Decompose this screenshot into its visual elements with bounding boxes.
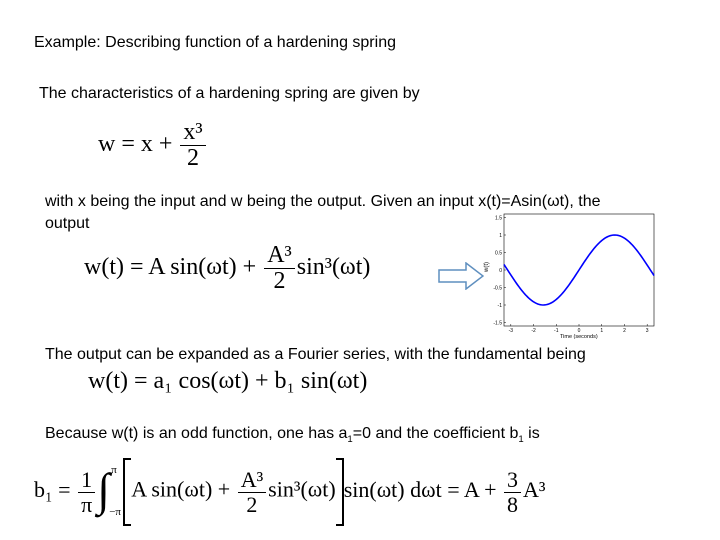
left-bracket	[123, 458, 131, 526]
plot-x-tick-label: 1	[600, 328, 604, 334]
input-text-line2: output	[45, 215, 90, 232]
eq4-inner-num: A³	[238, 468, 266, 492]
eq4-inner	[131, 468, 336, 515]
eq4-result-num: 3	[504, 468, 521, 492]
plot-x-tick-label: 0	[577, 328, 581, 334]
odd-text-sub2: 1	[518, 434, 524, 446]
eq2-fraction	[264, 243, 295, 294]
plot-y-tick-label: 0	[499, 268, 502, 274]
integral-upper: π	[111, 464, 117, 476]
eq2-rest: sin³(ωt)	[296, 254, 371, 281]
eq1-lhs: w = x +	[98, 131, 179, 158]
odd-function-text	[45, 424, 540, 449]
odd-text-sub1: 1	[347, 434, 353, 446]
eq4-lhs: b₁ =	[34, 477, 77, 503]
plot-x-label: Time (seconds)	[560, 334, 598, 340]
intro-text: The characteristics of a hardening spring are given by	[39, 85, 420, 102]
odd-text-part2: =0 and the coefficient b	[352, 425, 519, 442]
eq4-frac-num: 1	[78, 468, 95, 492]
eq4-inner2: sin³(ωt)	[268, 477, 336, 503]
right-arrow-shape	[439, 263, 483, 289]
right-bracket	[336, 458, 344, 526]
eq1-denominator: 2	[187, 145, 199, 172]
eq4-inner-den: 2	[246, 491, 258, 517]
fourier-text: The output can be expanded as a Fourier series, with the fundamental being	[45, 346, 586, 363]
plot-x-tick-label: -2	[531, 328, 536, 334]
eq4-tail: sin(ωt) dωt = A +	[343, 477, 502, 503]
eq4-result-den: 8	[506, 491, 518, 517]
eq4-inner1: A sin(ωt) +	[131, 477, 236, 503]
input-text-line1: with x being the input and w being the output. Given an input x(t)=Asin(ωt), the	[45, 193, 601, 210]
sine-output-plot	[482, 210, 657, 340]
eq1-numerator: x³	[180, 120, 205, 146]
plot-x-tick-label: -3	[508, 328, 514, 334]
plot-x-tick-label: 3	[645, 328, 649, 334]
plot-y-tick-label: -1.5	[493, 320, 502, 327]
plot-y-tick-label: 0.5	[495, 250, 502, 257]
plot-x-tick-label: 2	[623, 328, 626, 334]
equation-fundamental: w(t) = a₁ cos(ωt) + b₁ sin(ωt)	[88, 368, 368, 394]
equation-coefficient-b1	[34, 458, 545, 526]
eq4-result-frac	[504, 468, 521, 515]
eq2-lhs: w(t) = A sin(ωt) +	[84, 254, 263, 281]
right-arrow-icon	[438, 262, 484, 290]
eq1-fraction	[180, 120, 205, 171]
plot-x-tick-label: -1	[554, 328, 559, 334]
plot-y-tick-label: -1	[497, 303, 502, 309]
equation-hardening-spring	[98, 120, 208, 171]
eq4-result-tail: A³	[522, 477, 546, 503]
eq2-denominator: 2	[273, 268, 286, 295]
odd-text-part3: is	[523, 425, 540, 442]
eq4-inner-frac	[238, 468, 266, 515]
integral-symbol: ∫	[97, 464, 110, 515]
plot-y-label: w(t)	[484, 262, 490, 272]
odd-text-part1: Because w(t) is an odd function, one has a	[45, 425, 348, 442]
integral-sign	[97, 462, 123, 522]
plot-y-tick-label: -0.5	[493, 285, 502, 292]
integral-lower: −π	[109, 506, 121, 518]
eq4-frac-den: π	[81, 491, 93, 517]
eq2-numerator: A³	[264, 243, 295, 269]
plot-y-tick-label: 1.5	[495, 215, 502, 222]
equation-output	[84, 243, 370, 294]
eq4-frac	[78, 468, 95, 515]
slide-title: Example: Describing function of a hardening spring	[34, 34, 396, 51]
plot-y-tick-label: 1	[499, 233, 502, 239]
